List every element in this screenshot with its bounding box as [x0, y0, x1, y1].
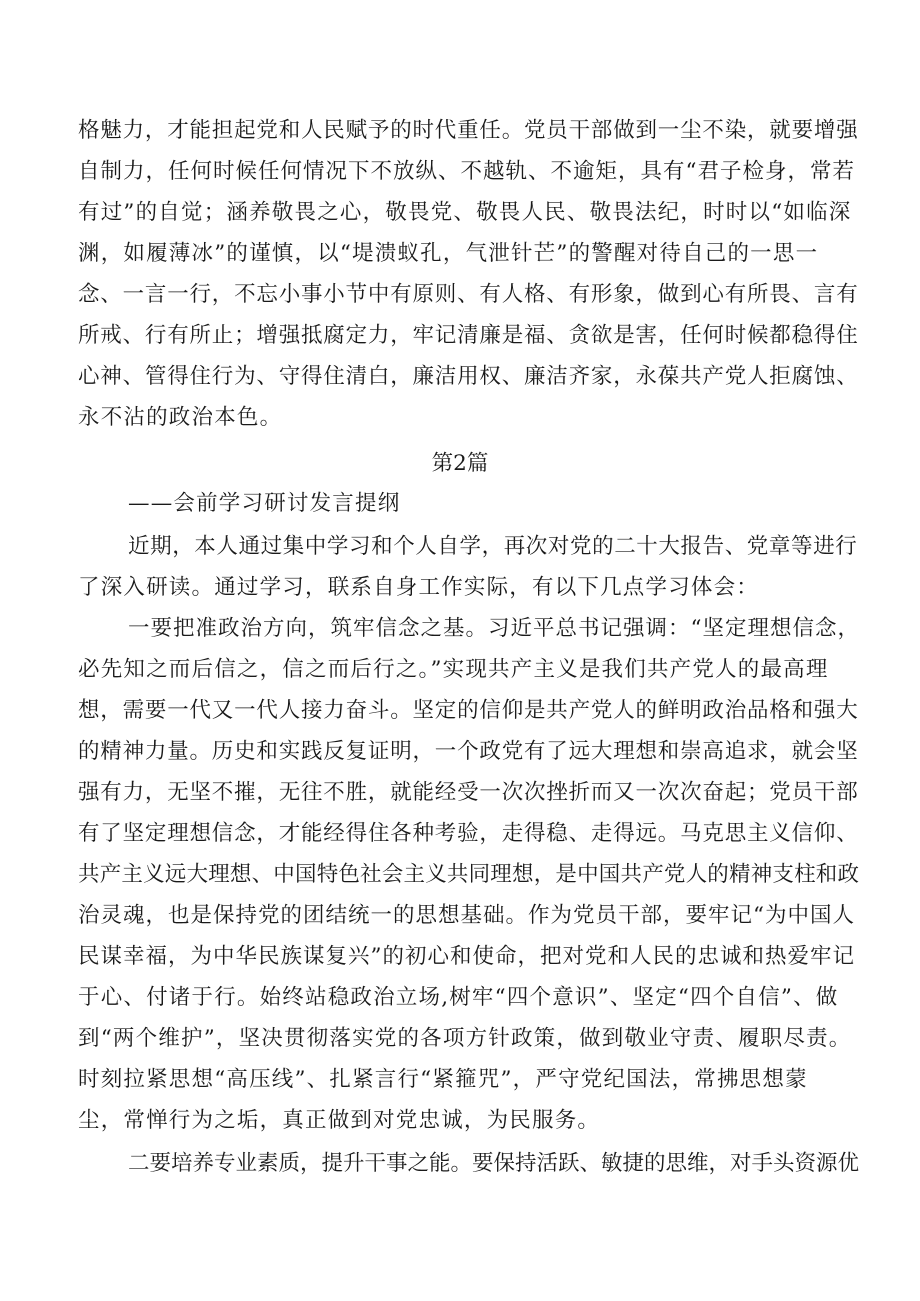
text-line: 想，需要一代又一代人接力奋斗。坚定的信仰是共产党人的鲜明政治品格和强大 [78, 698, 859, 723]
text-line: 到“两个维护”，坚决贯彻落实党的各项方针政策，做到敬业守责、履职尽责。 [78, 1026, 852, 1051]
text-line: 永不沾的政治本色。 [78, 405, 283, 430]
text-line: 共产主义远大理想、中国特色社会主义共同理想，是中国共产党人的精神支柱和政 [78, 862, 860, 887]
text-line: 民谋幸福，为中华民族谋复兴”的初心和使命，把对党和人民的忠诚和热爱牢记 [78, 944, 855, 969]
text-line: 渊，如履薄冰”的谨慎，以“堤溃蚁孔，气泄针芒”的警醒对待自己的一思一 [78, 241, 819, 266]
text-line: 时刻拉紧思想“高压线”、扎紧言行“紧箍咒”，严守党纪国法，常拂思想蒙 [78, 1067, 808, 1092]
text-line: 格魅力，才能担起党和人民赋予的时代重任。党员干部做到一尘不染，就要增强 [78, 118, 859, 143]
text-line: 治灵魂，也是保持党的团结统一的思想基础。作为党员干部，要牢记“为中国人 [78, 903, 855, 928]
text-line: 强有力，无坚不摧，无往不胜，就能经受一次次挫折而又一次次奋起；党员干部 [78, 780, 859, 805]
subtitle: ——会前学习研讨发言提纲 [128, 491, 401, 516]
text-line: 自制力，任何时候任何情况下不放纵、不越轨、不逾矩，具有“君子检身，常若 [78, 159, 855, 184]
text-line: 必先知之而后信之，信之而后行之。”实现共产主义是我们共产党人的最高理 [78, 657, 829, 682]
text-line: 一要把准政治方向，筑牢信念之基。习近平总书记强调：“坚定理想信念， [128, 616, 860, 641]
text-line: 的精神力量。历史和实践反复证明，一个政党有了远大理想和崇高追求，就会坚 [78, 739, 859, 764]
text-line: 了深入研读。通过学习，联系自身工作实际，有以下几点学习体会： [78, 575, 760, 600]
text-line: 二要培养专业素质，提升干事之能。要保持活跃、敏捷的思维，对手头资源优 [128, 1151, 860, 1176]
text-line: 所戒、行有所止；增强抵腐定力，牢记清廉是福、贪欲是害，任何时候都稳得住 [78, 323, 859, 348]
text-line: 近期，本人通过集中学习和个人自学，再次对党的二十大报告、党章等进行 [128, 534, 858, 559]
text-line: 尘，常惮行为之垢，真正做到对党忠诚，为民服务。 [78, 1108, 601, 1133]
text-line: 念、一言一行，不忘小事小节中有原则、有人格、有形象，做到心有所畏、言有 [78, 282, 859, 307]
text-line: 有过”的自觉；涵养敬畏之心，敬畏党、敬畏人民、敬畏法纪，时时以“如临深 [78, 200, 852, 225]
text-line: 于心、付诸于行。始终站稳政治立场,树牢“四个意识”、坚定“四个自信”、做 [78, 985, 839, 1010]
section-heading: 第2篇 [431, 451, 489, 476]
text-line: 有了坚定理想信念，才能经得住各种考验，走得稳、走得远。马克思主义信仰、 [78, 821, 859, 846]
text-line: 心神、管得住行为、守得住清白，廉洁用权、廉洁齐家，永葆共产党人拒腐蚀、 [78, 364, 859, 389]
